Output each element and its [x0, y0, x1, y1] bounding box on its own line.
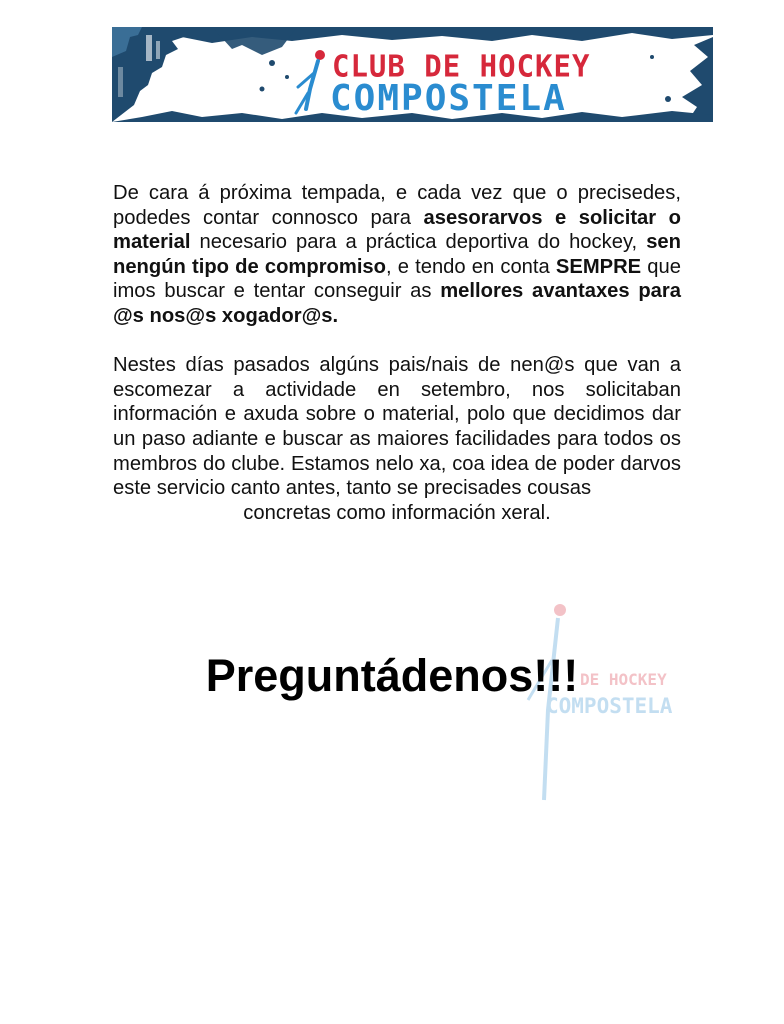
p1-text-2: necesario para a práctica deportiva do hockey, — [190, 231, 647, 254]
paragraph-1 — [113, 181, 681, 329]
p1-bold-1: asesorarvos e solicitar o material — [113, 206, 681, 254]
call-to-action: Preguntádenos!!! — [205, 650, 579, 701]
club-banner — [112, 27, 713, 122]
body-text — [113, 181, 681, 525]
p1-bold-3: SEMPRE — [555, 255, 642, 278]
watermark-line1: DE HOCKEY — [580, 670, 667, 689]
p1-text-4: que imos buscar e tentar conseguir as — [113, 255, 681, 303]
watermark-line2: COMPOSTELA — [546, 694, 673, 718]
paragraph-2-last-line: concretas como información xeral. — [243, 501, 551, 524]
p1-bold-2: sen nengún tipo de compromiso — [113, 231, 681, 278]
p1-bold-4: mellores avantaxes para @s nos@s xogador@s. — [113, 280, 681, 327]
p1-text-3: , e tendo en conta — [386, 255, 556, 278]
hockey-player-icon — [292, 47, 332, 117]
paragraph-2: Nestes días pasados algúns pais/nais de nen@s que van a escomezar a actividade en setembro, nos solicitaban información e axuda sobre o material, polo que decidimos dar un paso adiante e buscar as maiores facilidades para todos os membros do clube. Estamos nelo xa, coa idea de poder darvos este servicio canto antes, tanto se precisades cousas — [113, 354, 681, 500]
logo-title-line2: COMPOSTELA — [330, 78, 567, 119]
logo-title-line1: CLUB DE HOCKEY — [332, 48, 591, 84]
p1-text-1: De cara á próxima tempada, e cada vez que o precisedes, podedes contar connosco para — [113, 182, 681, 229]
